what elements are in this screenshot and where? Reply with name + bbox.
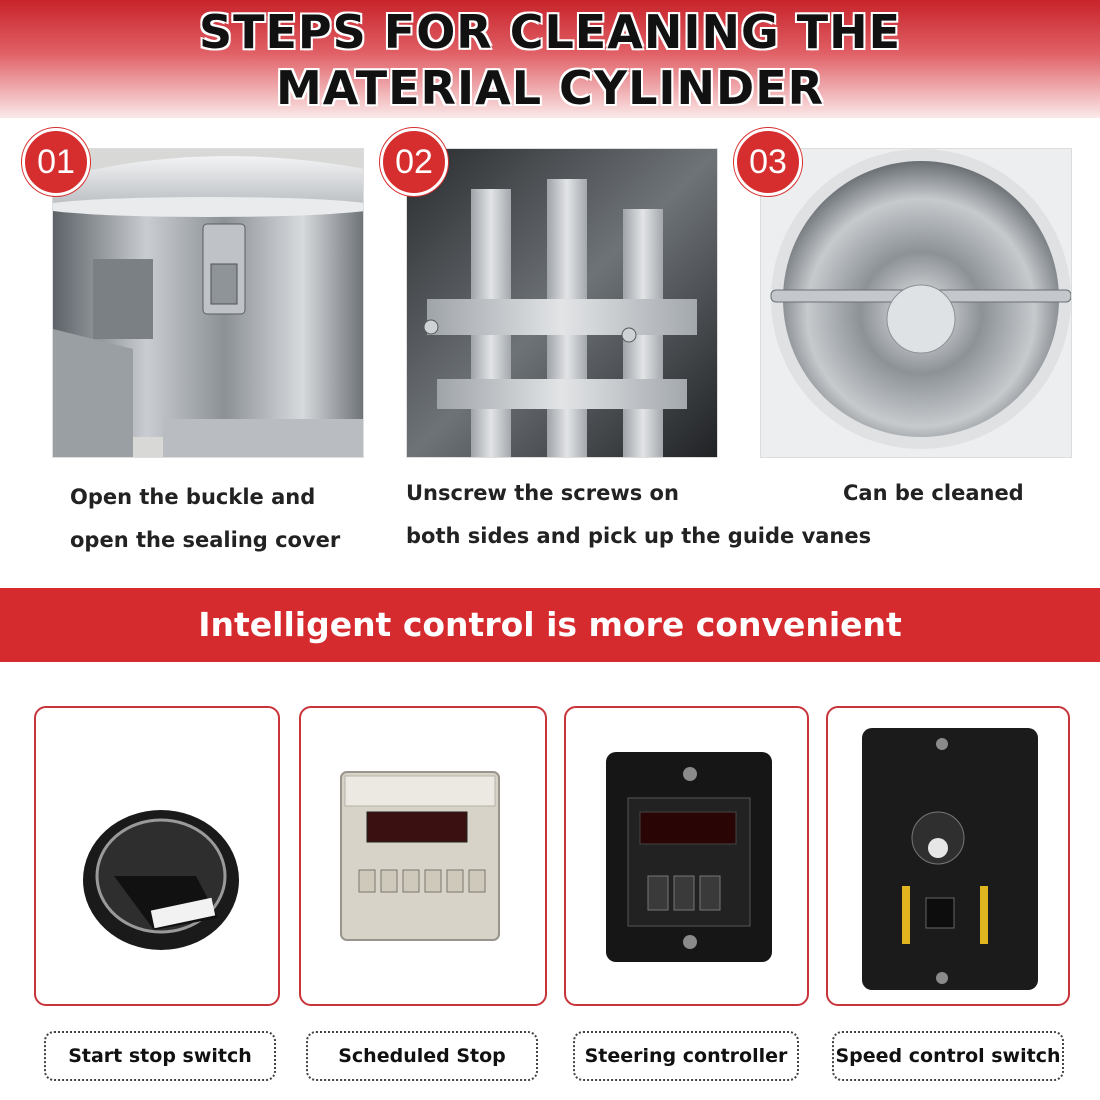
step-1-photo [52,148,364,458]
header-banner [0,0,1100,118]
control-card-steering [564,706,809,1006]
timer-relay-icon [301,708,547,1006]
page-title-line2: MATERIAL CYLINDER [275,61,825,115]
step-1-badge: 01 [22,128,90,196]
control-card-scheduled-stop [299,706,547,1006]
step-3-photo [760,148,1072,458]
speed-controller-icon [828,708,1070,1006]
control-card-speed [826,706,1070,1006]
step-3-badge: 03 [734,128,802,196]
step-2-caption-line2: both sides and pick up the guide vanes [406,524,872,548]
page-title [0,4,1100,116]
control-card-start-stop [34,706,280,1006]
step-2-badge: 02 [380,128,448,196]
step-1-caption-line1: Open the buckle and [70,485,316,509]
rotary-switch-icon [36,708,280,1006]
step-1-caption-line2: open the sealing cover [70,528,341,552]
digital-controller-icon [566,708,809,1006]
page-title-line1: STEPS FOR CLEANING THE [198,5,902,59]
step-3-caption-line1: Can be cleaned [843,481,1024,505]
control-label-speed: Speed control switch [832,1031,1064,1081]
step-2-photo [406,148,718,458]
control-label-scheduled-stop: Scheduled Stop [306,1031,538,1081]
step-1-caption [70,476,390,562]
step-3-caption [843,472,1083,515]
control-label-start-stop: Start stop switch [44,1031,276,1081]
step-2-caption-line1: Unscrew the screws on [406,481,679,505]
section-banner [0,588,1100,662]
section-banner-text: Intelligent control is more convenient [198,605,902,644]
control-label-steering: Steering controller [573,1031,799,1081]
